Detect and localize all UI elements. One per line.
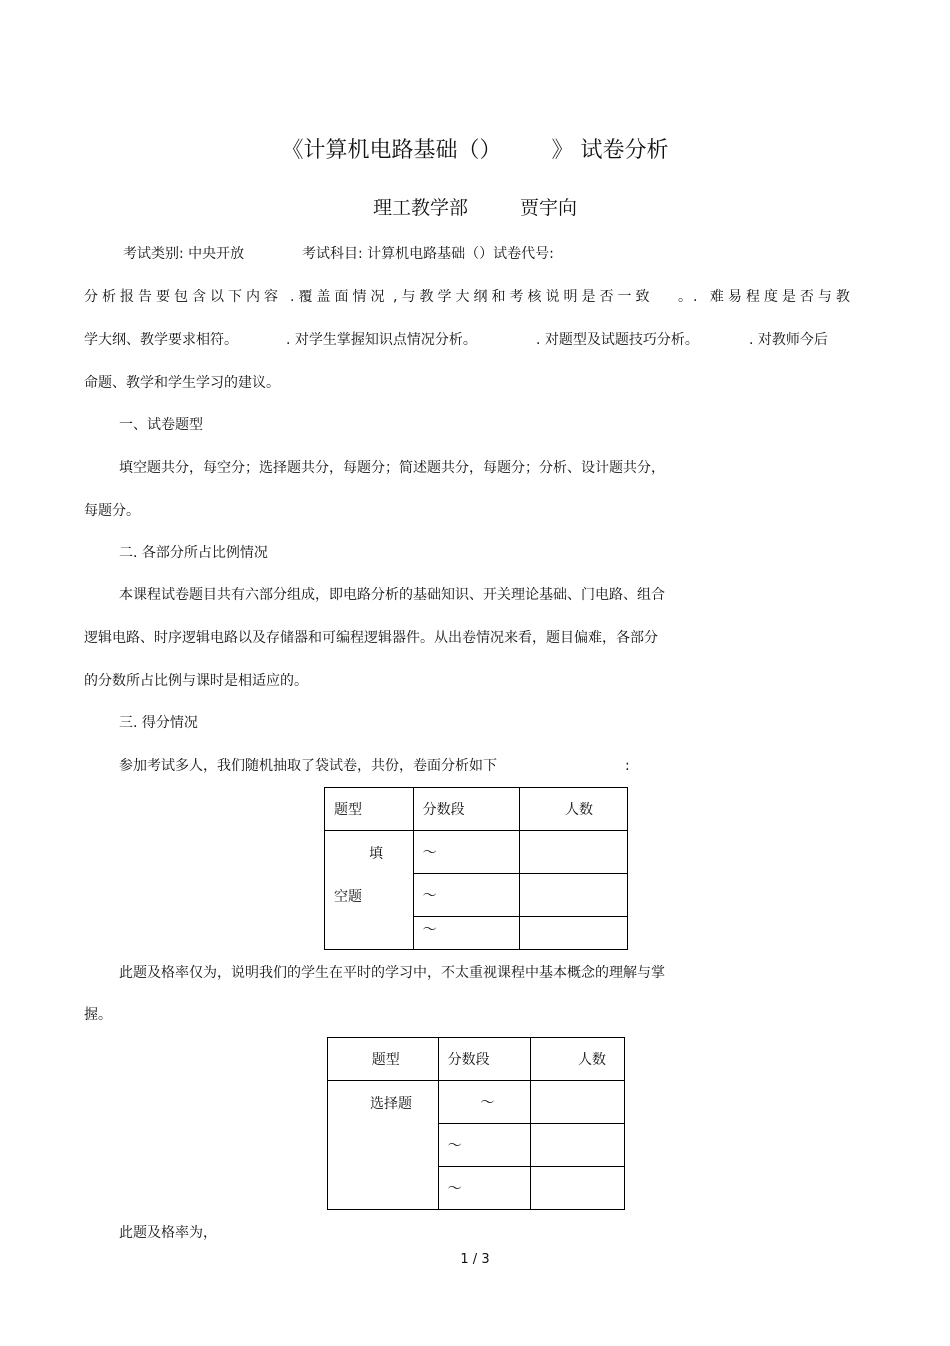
table2-range-3: ～	[438, 1167, 531, 1210]
intro-line2-d: . 对教师今后	[749, 332, 828, 348]
table1-header-count: 人数	[520, 788, 628, 831]
section1-line1: 填空题共分，每空分；选择题共分，每题分；简述题共分，每题分；分析、设计题共分，	[119, 460, 665, 476]
table1-type-part2: 空题	[334, 889, 362, 905]
intro-line1-b: .覆盖面情况	[290, 289, 389, 305]
table1-analysis-line1: 此题及格率仅为，说明我们的学生在平时的学习中，不太重视课程中基本概念的理解与掌	[119, 965, 665, 981]
table2-count-1	[531, 1081, 625, 1124]
table1-count-3	[520, 917, 628, 950]
table2-range-1: ～	[438, 1081, 531, 1124]
department: 理工教学部	[372, 197, 468, 219]
section2-line1: 本课程试卷题目共有六部分组成，即电路分析的基础知识、开关理论基础、门电路、组合	[119, 587, 665, 603]
table2-count-2	[531, 1124, 625, 1167]
section2-heading: 二. 各部分所占比例情况	[119, 545, 268, 561]
section2-line3: 的分数所占比例与课时是相适应的。	[84, 673, 308, 689]
table1-range-2: ～	[413, 874, 520, 917]
document-title	[0, 133, 950, 164]
intro-line1-e: . 难易程度是否与教	[693, 289, 854, 305]
table2-type-cell	[328, 1081, 439, 1210]
table1-analysis-line2: 握。	[84, 1007, 112, 1023]
section2-line2: 逻辑电路、时序逻辑电路以及存储器和可编程逻辑器件。从出卷情况来看，题目偏难，各部分	[84, 630, 658, 646]
table1-range-1: ～	[413, 831, 520, 874]
intro-line2-a: 学大纲、教学要求相符。	[84, 332, 238, 348]
section1-line2: 每题分。	[84, 503, 140, 519]
section3-line1: 参加考试多人，我们随机抽取了袋试卷，共份，卷面分析如下	[119, 758, 497, 774]
intro-line1-a: 分析报告要包含以下内容	[84, 289, 282, 305]
table2-type-label: 选择题	[370, 1096, 412, 1112]
table1-type-cell	[325, 831, 414, 950]
section3-colon: :	[625, 758, 630, 774]
score-table-multiple-choice	[327, 1037, 625, 1210]
table1-header-range: 分数段	[413, 788, 520, 831]
title-left: 《计算机电路基础（）	[281, 138, 502, 163]
author-line	[0, 193, 950, 220]
section1-heading: 一、试卷题型	[119, 417, 203, 433]
author-name: 贾宇向	[520, 197, 578, 219]
table1-type-part1: 填	[369, 846, 383, 862]
intro-line3: 命题、教学和学生学习的建议。	[84, 375, 280, 391]
page-number: 1 / 3	[460, 1252, 490, 1267]
intro-line1-d: 。	[678, 289, 692, 305]
title-right: 》 试卷分析	[551, 138, 669, 163]
section3-heading: 三. 得分情况	[119, 715, 198, 731]
table2-header-range: 分数段	[438, 1038, 531, 1081]
table1-header-type: 题型	[325, 788, 414, 831]
exam-subject: 考试科目: 计算机电路基础（）试卷代号:	[302, 246, 554, 262]
intro-line2-b: . 对学生掌握知识点情况分析。	[286, 332, 477, 348]
table1-count-1	[520, 831, 628, 874]
table2-range-2: ～	[438, 1124, 531, 1167]
intro-line1-c: ,与教学大纲和考核说明是否一致	[393, 289, 654, 305]
score-table-fill-blank	[324, 787, 628, 950]
exam-category: 考试类别: 中央开放	[123, 246, 245, 262]
table2-header-count: 人数	[531, 1038, 625, 1081]
intro-line2-c: . 对题型及试题技巧分析。	[536, 332, 699, 348]
table1-range-3: ～	[413, 917, 520, 950]
table2-header-type: 题型	[328, 1038, 439, 1081]
table2-analysis: 此题及格率为，	[119, 1225, 217, 1241]
table1-count-2	[520, 874, 628, 917]
table2-count-3	[531, 1167, 625, 1210]
